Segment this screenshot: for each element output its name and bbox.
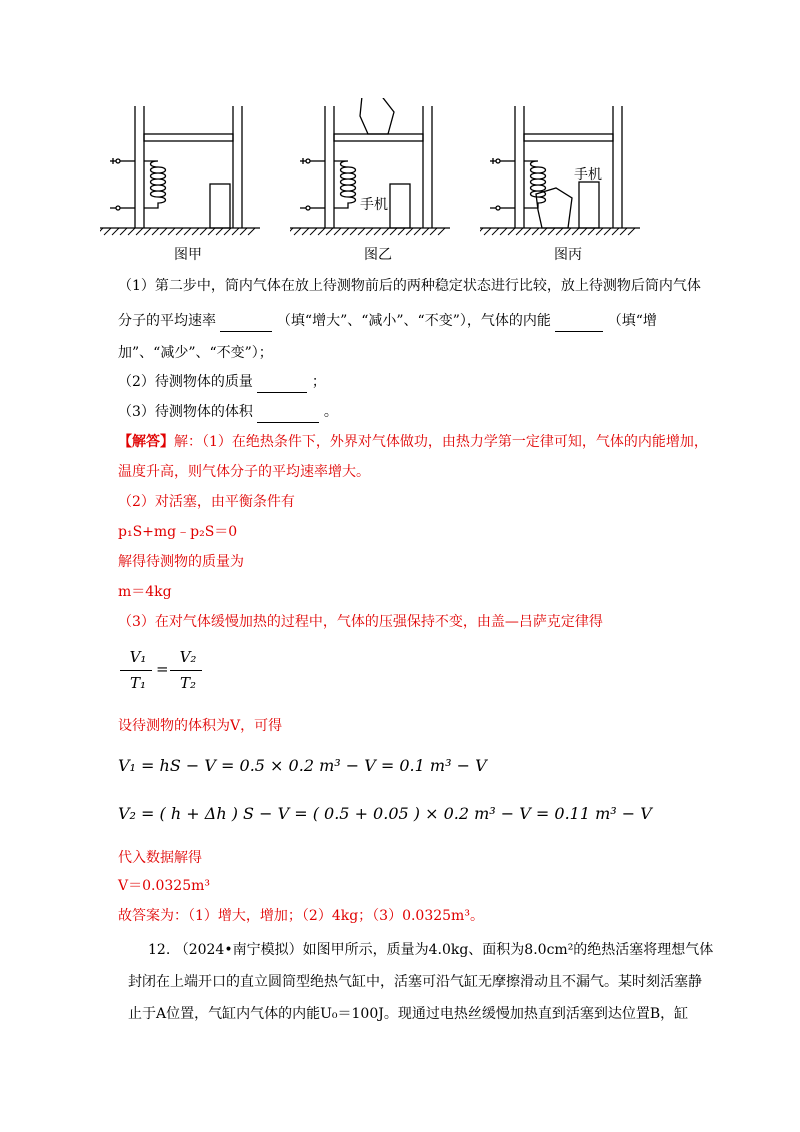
answer-volume-result: V＝0.0325m³: [118, 878, 210, 894]
answer-line-5: 解得待测物的质量为: [118, 554, 244, 570]
answer-line-1: [118, 432, 708, 452]
question-12-line-2: 封闭在上端开口的直立圆筒型绝热气缸中，活塞可沿气缸无摩擦滑动且不漏气。某时刻活塞静: [128, 974, 702, 990]
question-1-line-2: [118, 311, 657, 332]
answer-line-7: （3）在对气体缓慢加热的过程中，气体的压强保持不变，由盖—吕萨克定律得: [118, 614, 603, 630]
answer-summary: 故答案为：（1）增大，增加；（2）4kg；（3）0.0325m³。: [118, 908, 484, 924]
phone-label: 手机: [360, 197, 388, 213]
cylinder-diagram-bing: [480, 98, 660, 243]
answer-mass-result: m＝4kg: [118, 584, 172, 600]
frac-numerator-2: V₂: [179, 648, 197, 666]
cylinder-diagram-yi: [290, 98, 470, 243]
answer-line-2: 温度升高，则气体分子的平均速率增大。: [118, 464, 370, 480]
answer-line-8: 设待测物的体积为V，可得: [118, 718, 283, 734]
question-3-line: [118, 402, 338, 423]
q2-text: （2）待测物体的质量: [118, 374, 253, 390]
figure-jia: [100, 98, 280, 268]
q3-text: （3）待测物体的体积: [118, 404, 253, 420]
question-1-line-3: 加”、“减少”、“不变”）；: [118, 345, 273, 361]
answer-blank-energy: [555, 311, 603, 332]
frac-equals: =: [156, 660, 169, 678]
equation-v2: V₂ = ( h + Δh ) S − V = ( 0.5 + 0.05 ) × 0.2 m³ − V = 0.11 m³ − V: [118, 804, 652, 823]
fraction-bar: [170, 670, 202, 671]
answer-tag: 【解答】: [118, 434, 174, 450]
answer-line-9: 代入数据解得: [118, 850, 202, 866]
cylinder-diagram-jia: [100, 98, 280, 243]
question-12-line-1: 12. （2024•南宁模拟）如图甲所示，质量为4.0kg、面积为8.0cm²的绝热活塞将理想气体: [148, 942, 714, 958]
phone-label: 手机: [574, 167, 602, 183]
question-2-line: [118, 372, 326, 393]
answer-blank-mass: [257, 372, 307, 393]
answer-equation-balance: p₁S+mg﹣p₂S＝0: [118, 524, 238, 540]
figure-row: [100, 98, 660, 268]
fraction-bar: [120, 670, 152, 671]
answer-line-3: （2）对活塞，由平衡条件有: [118, 494, 295, 510]
q1-text-a: 分子的平均速率: [118, 313, 216, 329]
frac-numerator-1: V₁: [129, 648, 147, 666]
question-1-line-1: （1）第二步中，筒内气体在放上待测物前后的两种稳定状态进行比较，放上待测物后筒内气体: [118, 278, 701, 294]
frac-denominator-2: T₂: [179, 674, 197, 692]
q2-end: ；: [311, 374, 326, 390]
q1-text-b: （填“增大”、“减小”、“不变”），气体的内能: [276, 313, 551, 329]
q1-text-c: （填“增: [607, 313, 657, 329]
figure-caption: 图甲: [174, 247, 202, 263]
answer-text-1: 解：（1）在绝热条件下，外界对气体做功，由热力学第一定律可知，气体的内能增加，: [174, 434, 708, 450]
q3-end: 。: [323, 404, 338, 420]
frac-denominator-1: T₁: [129, 674, 147, 692]
answer-blank-volume: [257, 402, 319, 423]
figure-yi: [290, 98, 470, 268]
figure-caption: 图乙: [364, 247, 392, 263]
question-12-line-3: 止于A位置，气缸内气体的内能U₀＝100J。现通过电热丝缓慢加热直到活塞到达位置B，缸: [128, 1006, 689, 1022]
figure-bing: [480, 98, 660, 268]
figure-caption: 图丙: [554, 247, 582, 263]
answer-blank-speed: [220, 311, 272, 332]
equation-v1: V₁ = hS − V = 0.5 × 0.2 m³ − V = 0.1 m³ − V: [118, 756, 487, 775]
